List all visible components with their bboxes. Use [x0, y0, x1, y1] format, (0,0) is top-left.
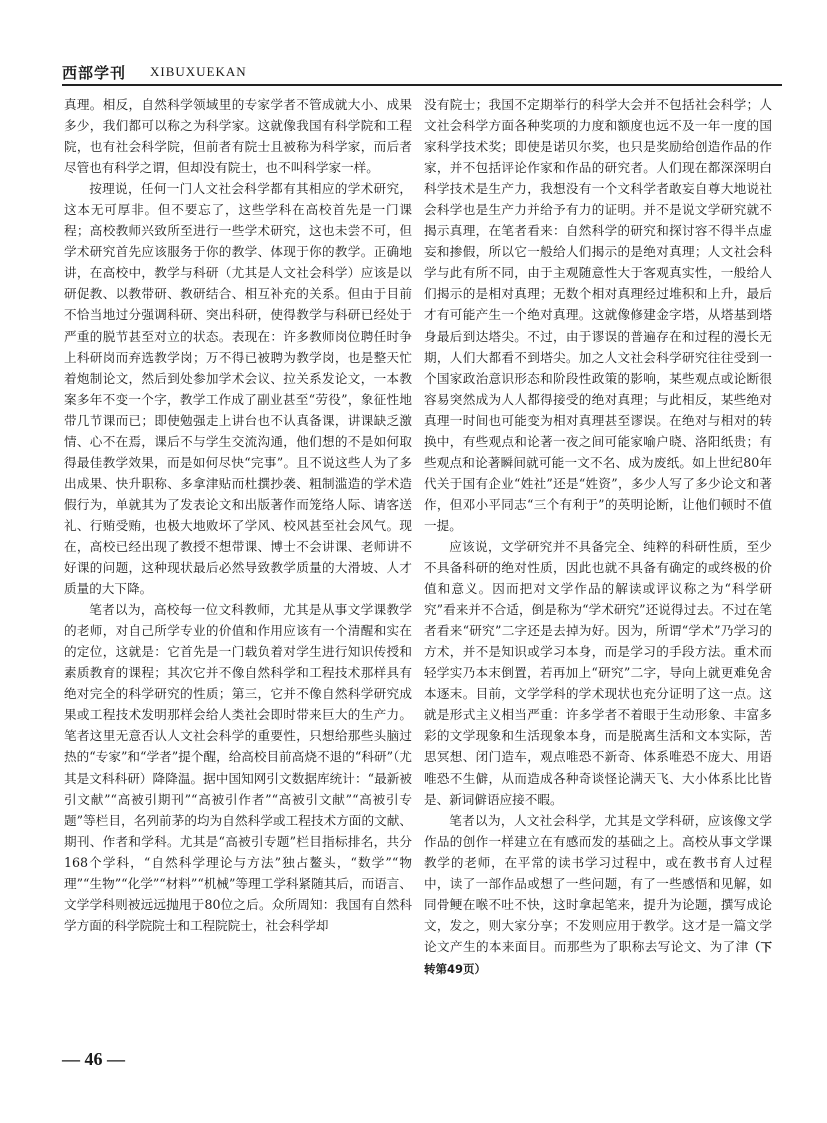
- paragraph: 没有院士；我国不定期举行的科学大会并不包括社会科学；人文社会科学方面各种奖项的力度和额度也远不及一年一度的国家科学技术奖；即使是诺贝尔奖，也只是奖励给创造作品的作家，并不包括评论作家和作品的研究者。人们现在都深深明白科学技术是生产力，我想没有一个文科学者敢妄自尊大地说社会科学也是生产力并给予有力的证明。并不是说文学研究就不揭示真理，在笔者看来：自然科学的研究和探讨容不得半点虚妄和掺假，所以它一般给人们揭示的是绝对真理；人文社会科学与此有所不同，由于主观随意性大于客观真实性，一般给人们揭示的是相对真理；无数个相对真理经过堆积和上升，最后才有可能产生一个绝对真理。这就像修建金字塔，从塔基到塔身最后到达塔尖。不过，由于谬误的普遍存在和过程的漫长无期，人们大都看不到塔尖。加之人文社会科学研究往往受到一个国家政治意识形态和阶段性政策的影响，某些观点或论断很容易突然成为人人都得接受的绝对真理；与此相反，某些绝对真理一时间也可能变为相对真理甚至谬误。在绝对与相对的转换中，有些观点和论著一夜之间可能家喻户晓、洛阳纸贵；有些观点和论著瞬间就可能一文不名、成为废纸。如上世纪80年代关于国有企业“姓社”还是“姓资”，多少人写了多少论文和著作，但邓小平同志“三个有利于”的英明论断，让他们顿时不值一提。: [424, 97, 772, 533]
- journal-name-cn: 西部学刊: [62, 64, 127, 82]
- right-column: [424, 94, 772, 1024]
- journal-name-en: XIBUXUEKAN: [150, 64, 247, 79]
- paragraph-text: 笔者以为，人文社会科学，尤其是文学科研，应该像文学作品的创作一样建立在有感而发的基础之上。高校从事文学课教学的老师，在平常的读书学习过程中，或在教书育人过程中，读了一部作品或想了一些问题，有了一些感悟和见解，如同骨鲠在喉不吐不快，这时拿起笔来，提升为论题，撰写成论文，发之，则大家分享；不发则应用于教学。这才是一篇文学论文产生的本来面目。而那些为了职称去写论文、为了津: [424, 812, 772, 954]
- left-column: [64, 94, 412, 1024]
- page-number: — 46 —: [62, 1049, 125, 1069]
- header-rule: [62, 84, 782, 86]
- paragraph: [424, 810, 772, 980]
- page-footer: [62, 1049, 182, 1073]
- paragraph: 应该说，文学研究并不具备完全、纯粹的科研性质，至少不具备科研的绝对性质，因此也就不具备有确定的或终极的价值和意义。因而把对文学作品的解读或评议称之为“科学研究”看来并不合适，倒是称为“学术研究”还说得过去。不过在笔者看来“研究”二字还是去掉为好。因为，所谓“学术”乃学习的方术，并不是知识或学习本身，而是学习的手段方法。重术而轻学实乃本末倒置，若再加上“研究”二字，导向上就更难免舍本逐末。目前，文学学科的学术现状也充分证明了这一点。这就是形式主义相当严重：许多学者不着眼于生动形象、丰富多彩的文学现象和生活现象本身，而是脱离生活和文本实际，苦思冥想、闭门造车，观点唯恐不新奇、体系唯恐不庞大、用语唯恐不生僻，从而造成各种奇谈怪论满天飞、大小体系比比皆是、新词僻语应接不暇。: [424, 538, 772, 807]
- running-header: [62, 58, 782, 84]
- paragraph: 按理说，任何一门人文社会科学都有其相应的学术研究，这本无可厚非。但不要忘了，这些学科在高校首先是一门课程；高校教师兴致所至进行一些学术研究，这也未尝不可，但学术研究首先应该服务于你的教学、体现于你的教学。正确地讲，在高校中，教学与科研（尤其是人文社会科学）应该是以研促教、以教带研、教研结合、相互补充的关系。但由于目前不恰当地过分强调科研、突出科研，使得教学与科研已经处于严重的脱节甚至对立的状态。表现在：许多教师岗位聘任时争上科研岗而弃选教学岗；万不得已被聘为教学岗，也是整天忙着炮制论文，然后到处参加学术会议、拉关系发论文，一本教案多年不变一个字，教学工作成了副业甚至“劳役”，象征性地带几节课而已；即使勉强走上讲台也不认真备课，讲课缺乏激情、心不在焉，课后不与学生交流沟通，他们想的不是如何取得最佳教学效果，而是如何尽快“完事”。且不说这些人为了多出成果、快升职称、多拿津贴而杜撰抄袭、粗制滥造的学术造假行为，单就其为了发表论文和出版著作而笼络人际、请客送礼、行贿受贿，也极大地败坏了学风、校风甚至社会风气。现在，高校已经出现了教授不想带课、博士不会讲课、老师讲不好课的问题，这种现状最后必然导致教学质量的大滑坡、人才质量的大下降。: [64, 181, 412, 597]
- paragraph: 真理。相反，自然科学领域里的专家学者不管成就大小、成果多少，我们都可以称之为科学家。这就像我国有科学院和工程院，也有社会科学院，但前者有院士且被称为科学家，而后者尽管也有科学之谓，但却没有院士，也不叫科学家一样。: [64, 97, 412, 176]
- continued-note: （下转第49页）: [424, 939, 772, 976]
- paragraph: 笔者以为，高校每一位文科教师，尤其是从事文学课教学的老师，对自己所学专业的价值和作用应该有一个清醒和实在的定位，这就是：它首先是一门载负着对学生进行知识传授和素质教育的课程；其次它并不像自然科学和工程技术那样具有绝对完全的科学研究的性质；第三，它并不像自然科学研究成果或工程技术发明那样会给人类社会即时带来巨大的生产力。笔者这里无意否认人文社会科学的重要性，只想给那些头脑过热的“专家”和“学者”提个醒，给高校目前高烧不退的“科研”（尤其是文科科研）降降温。据中国知网引文数据库统计：“最新被引文献”“高被引期刊”“高被引作者”“高被引文献”“高被引专题”等栏目，名列前茅的均为自然科学或工程技术方面的文献、期刊、作者和学科。尤其是“高被引专题”栏目指标排名，共分168个学科，“自然科学理论与方法”独占鳌头，“数学”“物理”“生物”“化学”“材料”“机械”等理工学科紧随其后，而语言、文学学科则被远远抛甩于80位之后。众所周知：我国有自然科学方面的科学院院士和工程院院士，社会科学却: [64, 602, 412, 933]
